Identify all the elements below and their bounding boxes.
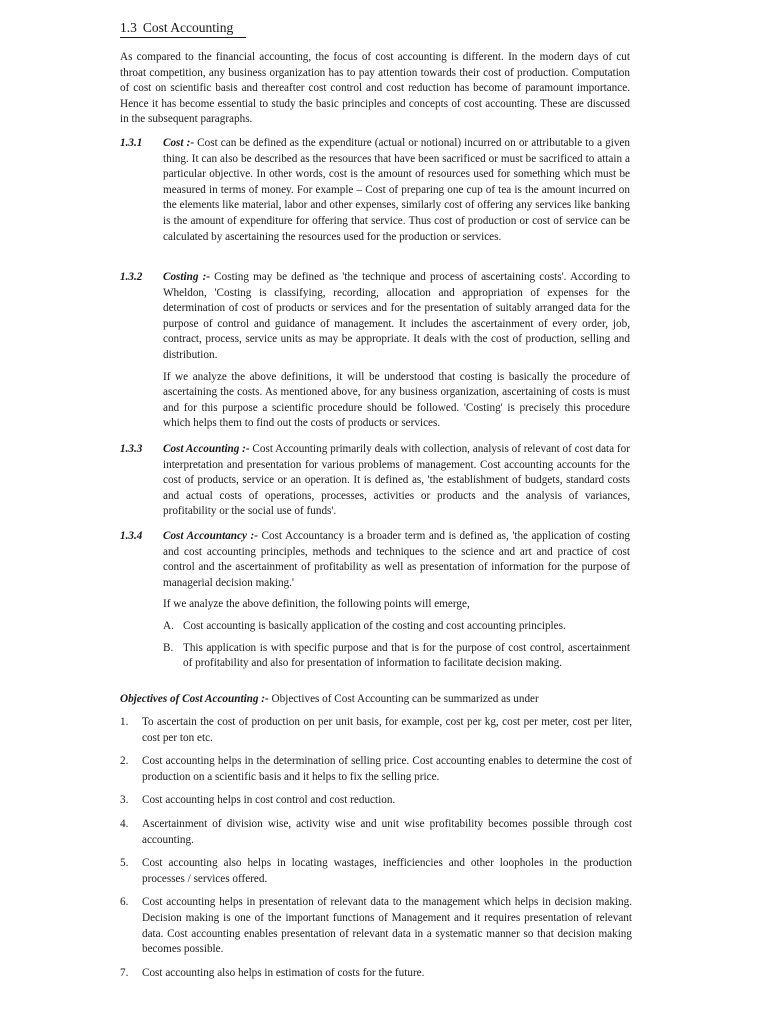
subsection-1-3-1 bbox=[120, 136, 630, 251]
term-cost-accountancy: Cost Accountancy :- bbox=[163, 530, 258, 542]
point-text: This application is with specific purpose and that is for the purpose of cost control, ascertainment of profitability and also for presentation of information to facilitate decision making. bbox=[183, 641, 630, 670]
item-number: 4. bbox=[120, 817, 129, 830]
subsection-number: 1.3.2 bbox=[120, 271, 143, 283]
item-number: 6. bbox=[120, 896, 129, 909]
objectives-heading bbox=[120, 692, 630, 708]
list-item bbox=[120, 895, 632, 957]
item-number: 5. bbox=[120, 857, 129, 870]
list-item bbox=[120, 817, 632, 848]
definition-text: Cost Accounting primarily deals with collection, analysis of relevant of cost data for interpretation and presentation for various problems of management. Cost accounting accounts for the cost of products, service or an operation. It is defined as, 'the establishment of budgets, standard costs and actual costs of operations, processes, activities or products and the analysis of variances, profitability or the social use of funds'. bbox=[163, 443, 630, 518]
item-number: 2. bbox=[120, 755, 129, 768]
subsection-paragraph bbox=[163, 136, 630, 245]
subsection-paragraph bbox=[163, 442, 630, 520]
section-title: Cost Accounting bbox=[142, 20, 234, 35]
term-cost-accounting: Cost Accounting :- bbox=[163, 443, 250, 455]
point-item bbox=[163, 641, 630, 672]
item-text: To ascertain the cost of production on per unit basis, for example, cost per kg, cost per meter, cost per liter, cost per ton etc. bbox=[142, 716, 632, 744]
point-letter: B. bbox=[163, 641, 174, 654]
item-number: 3. bbox=[120, 794, 129, 807]
term-cost: Cost :- bbox=[163, 137, 195, 149]
item-text: Cost accounting helps in presentation of relevant data to the management which helps in decision making. Decision making is one of the important functions of Management and it requires presentation of relevant data. Cost accounting enables presentation of relevant data in a systematic manner so that decision making becomes possible. bbox=[142, 896, 632, 956]
point-item bbox=[163, 619, 630, 635]
item-number: 7. bbox=[120, 966, 129, 979]
list-item bbox=[120, 966, 632, 982]
definition-text: Cost Accountancy is a broader term and is defined as, 'the application of costing and cost accounting principles, methods and techniques to the science and art and practice of cost control and the ascertainment of profitability as well as presentation of information for the purpose of managerial decision making.' bbox=[163, 530, 631, 589]
objectives-list bbox=[120, 715, 632, 989]
analysis-paragraph: If we analyze the above definitions, it will be understood that costing is basically the procedure of ascertaining the costs. As mentioned above, for any business organization, ascertaining of costs is must and for this purpose a scientific procedure should be followed. 'Costing' is precisely this procedure which helps them to find out the costs of products or services. bbox=[163, 370, 630, 430]
objectives-term: Objectives of Cost Accounting :- bbox=[120, 693, 269, 705]
subsection-paragraph bbox=[163, 529, 630, 591]
item-text: Cost accounting helps in the determination of selling price. Cost accounting enables to determine the cost of production on a scientific basis and it helps to fix the selling price. bbox=[142, 755, 632, 783]
item-text: Ascertainment of division wise, activity wise and unit wise profitability becomes possible through cost accounting. bbox=[142, 817, 632, 846]
item-text: Cost accounting helps in cost control and cost reduction. bbox=[142, 794, 396, 807]
item-text: Cost accounting also helps in estimation of costs for the future. bbox=[142, 966, 425, 979]
subsection-number: 1.3.1 bbox=[120, 137, 143, 149]
list-item bbox=[120, 856, 632, 887]
subsection-1-3-2 bbox=[120, 270, 630, 438]
term-costing: Costing :- bbox=[163, 271, 211, 283]
subsection-1-3-3 bbox=[120, 442, 630, 526]
list-item bbox=[120, 754, 632, 785]
subsection-paragraph bbox=[163, 270, 630, 364]
list-item bbox=[120, 793, 632, 809]
definition-text: Costing may be defined as 'the technique and process of ascertaining costs'. According to Wheldon, 'Costing is classifying, recording, allocation and appropriation of expenses for the determination of cost of products or services and for the presentation of suitably arranged data for the purpose of control and guidance of management. It includes the ascertainment of every order, job, contract, process, service units as may be appropriate. It deals with the cost of production, selling and distribution. bbox=[163, 271, 630, 361]
analysis-paragraph: If we analyze the above definition, the following points will emerge, bbox=[163, 598, 470, 611]
point-letter: A. bbox=[163, 619, 174, 632]
section-number: 1.3 bbox=[120, 20, 137, 35]
intro-paragraph: As compared to the financial accounting, the focus of cost accounting is different. In the modern days of cut throat competition, any business organization has to pay attention towards their cost of production. Computation of cost on scientific basis and thereafter cost control and cost reduction has become of paramount importance. Hence it has become essential to study the basic principles and concepts of cost accounting. These are discussed in the subsequent paragraphs. bbox=[120, 51, 630, 126]
item-text: Cost accounting also helps in locating wastages, inefficiencies and other loopholes in the production processes / services offered. bbox=[142, 857, 632, 885]
section-heading bbox=[120, 19, 246, 38]
subsection-number: 1.3.4 bbox=[120, 530, 143, 542]
definition-text: Cost can be defined as the expenditure (actual or notional) incurred on or attributable to a given thing. It can also be described as the resources that have been sacrificed or must be sacrificed to attain a particular objective. In other words, cost is the amount of resources used for something which must be measured in terms of money. For example – Cost of preparing one cup of tea is the amount incurred on the elements like material, labor and other expenses, similarly cost of offering any services like banking is the amount of expenditure for offering that service. Thus cost of production or cost of service can be calculated by ascertaining the resources used for the production or services. bbox=[163, 137, 630, 243]
subsection-number: 1.3.3 bbox=[120, 443, 143, 455]
list-item bbox=[120, 715, 632, 746]
item-number: 1. bbox=[120, 716, 129, 728]
objectives-lead: Objectives of Cost Accounting can be summarized as under bbox=[268, 693, 539, 705]
point-text: Cost accounting is basically application of the costing and cost accounting principles. bbox=[183, 619, 566, 632]
subsection-1-3-4 bbox=[120, 529, 630, 678]
